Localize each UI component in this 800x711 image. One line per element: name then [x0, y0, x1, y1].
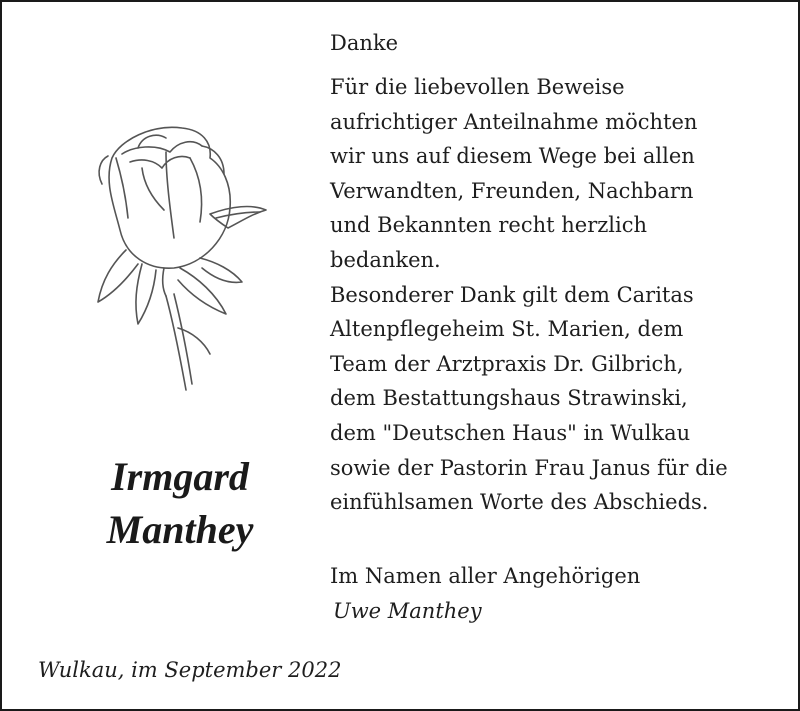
body-line: bedanken.	[330, 247, 441, 272]
thank-you-text	[330, 26, 780, 520]
notice-body	[330, 70, 780, 520]
notice-heading: Danke	[330, 31, 399, 55]
rose-drawing-icon	[82, 118, 282, 393]
body-line: Besonderer Dank gilt dem Caritas	[330, 282, 694, 307]
closing-line: Im Namen aller Angehörigen	[330, 564, 641, 588]
body-line: aufrichtiger Anteilnahme möchten	[330, 109, 698, 134]
deceased-last-name: Manthey	[106, 507, 254, 552]
body-line: und Bekannten recht herzlich	[330, 213, 648, 238]
body-line: Altenpflegeheim St. Marien, dem	[330, 317, 684, 342]
body-line: wir uns auf diesem Wege bei allen	[330, 144, 695, 169]
deceased-first-name: Irmgard	[111, 454, 249, 499]
body-line: Team der Arztpraxis Dr. Gilbrich,	[330, 351, 684, 376]
place-date: Wulkau, im September 2022	[38, 658, 342, 682]
body-line: dem "Deutschen Haus" in Wulkau	[330, 420, 691, 445]
body-line: dem Bestattungshaus Strawinski,	[330, 386, 688, 411]
body-line: sowie der Pastorin Frau Janus für die	[330, 455, 728, 480]
body-line: Für die liebevollen Beweise	[330, 75, 625, 99]
body-line: Verwandten, Freunden, Nachbarn	[330, 178, 694, 203]
signature: Uwe Manthey	[333, 599, 482, 623]
body-line: einfühlsamen Worte des Abschieds.	[330, 490, 709, 515]
